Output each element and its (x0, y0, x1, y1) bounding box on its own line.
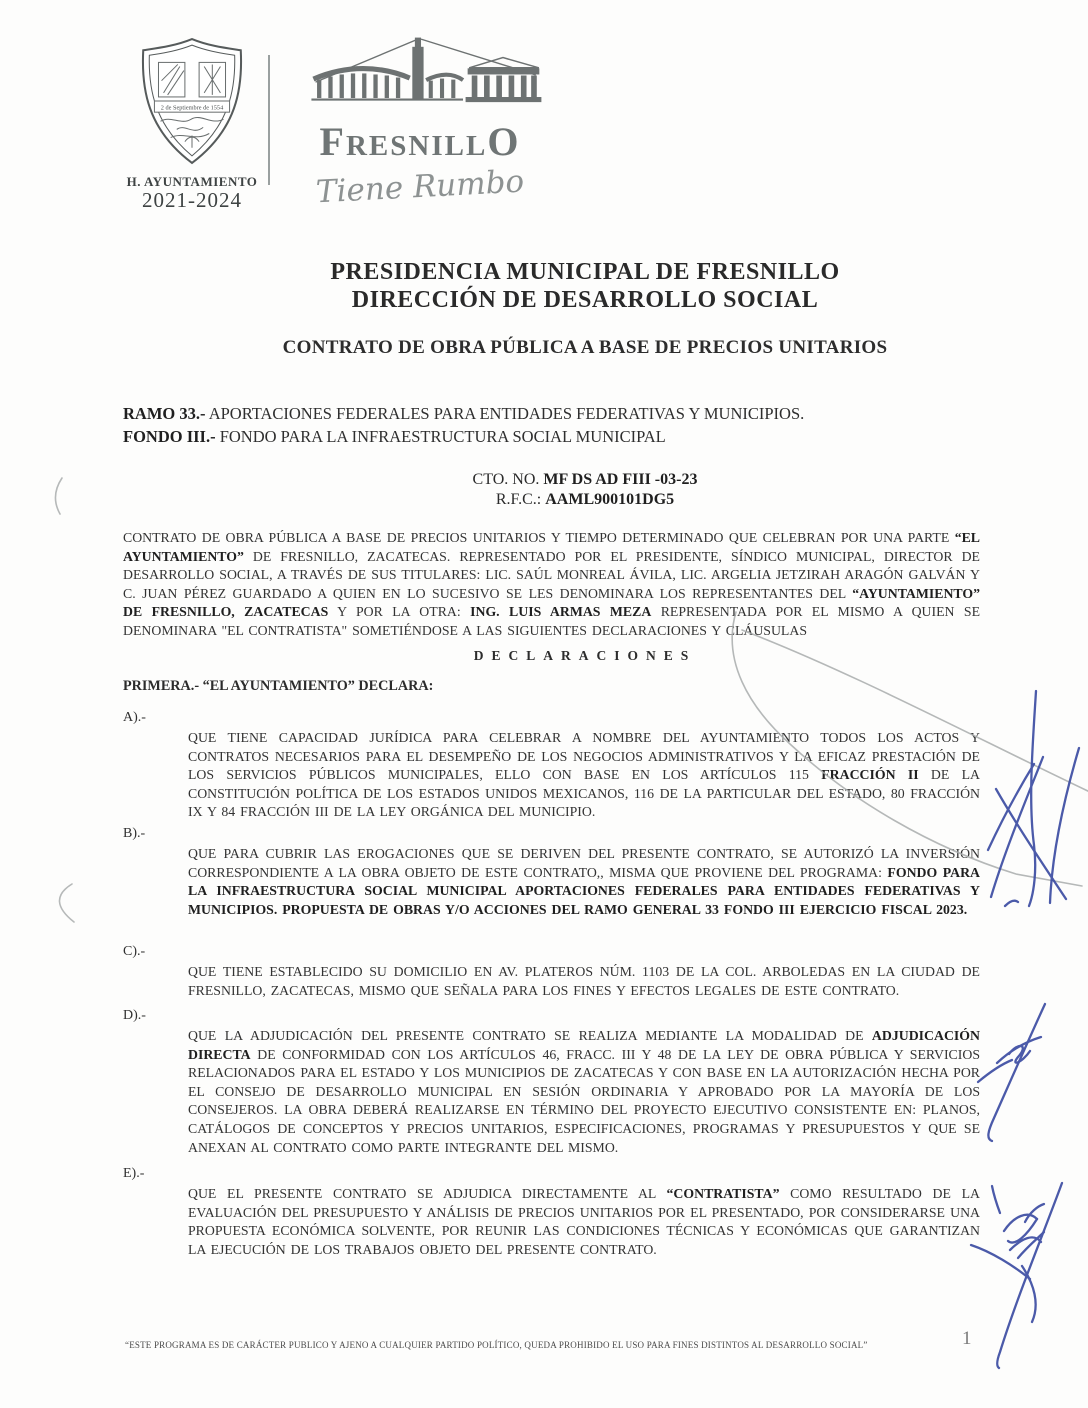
declaration-paragraph: QUE TIENE CAPACIDAD JURÍDICA PARA CELEBRAR A NOMBRE DEL AYUNTAMIENTO TODOS LOS ACTOS Y CONTRATOS NECESARIOS PARA EL DESEMPEÑO DE LOS NEGOCIOS ADMINISTRATIVOS Y LA EFICAZ PRESTACIÓN DE LOS SERVICIOS PÚBLICOS MUNICIPALES, ELLO CON BASE EN LOS ARTÍCULOS 115 FRACCIÓN II DE LA CONSTITUCIÓN POLÍTICA DE LOS ESTADOS UNIDOS MEXICANOS, 116 DE LA PARTICULAR DEL ESTADO, 80 FRACCIÓN IX Y 84 FRACCIÓN III DE LA LEY ORGÁNICA DEL MUNICIPIO. (188, 730, 980, 820)
ramo-line-1: RAMO 33.- APORTACIONES FEDERALES PARA ENTIDADES FEDERATIVAS Y MUNICIPIOS. (123, 404, 805, 423)
crest-banner-text: 2 de Septiembre de 1554 (160, 104, 224, 112)
declaration-item-d (123, 1008, 980, 1157)
title-line-2: DIRECCIÓN DE DESARROLLO SOCIAL (351, 287, 819, 313)
declaration-paragraph: QUE TIENE ESTABLECIDO SU DOMICILIO EN AV. PLATEROS NÚM. 1103 DE LA COL. ARBOLEDAS EN LA CIUDAD DE FRESNILLO, ZACATECAS, MISMO QUE SEÑALA PARA LOS FINES Y EFECTOS LEGALES DE ESTE CONTRATO. (188, 964, 980, 998)
declaration-paragraph: QUE LA ADJUDICACIÓN DEL PRESENTE CONTRATO SE REALIZA MEDIANTE LA MODALIDAD DE ADJUDICACIÓN DIRECTA DE CONFORMIDAD CON LOS ARTÍCULOS 46, FRACC. III Y 48 DE LA LEY DE OBRA PÚBLICA Y SERVICIOS RELACIONADOS PARA EL ESTADO Y LOS MUNICIPIOS DE ZACATECAS Y CON BASE EN LA AUTORIZACIÓN HECHA POR EL CONSEJO DE DESARROLLO MUNICIPAL EN SESIÓN ORDINARIA Y APROBADO POR LA MAYORÍA DE LOS CONSEJEROS. LA OBRA DEBERÁ REALIZARSE EN TÉRMINO DEL PROYECTO EJECUTIVO CONSISTENTE EN: PLANOS, CATÁLOGOS DE CONCEPTOS Y PRECIOS UNITARIOS, ESPECIFICACIONES, PROGRAMAS Y PRESUPUESTOS Y QUE SE ANEXAN AL CONTRATO COMO PARTE INTEGRANTE DEL MISMO. (188, 1028, 980, 1155)
fresnillo-monument-icon (296, 34, 544, 118)
footer-disclaimer: “ESTE PROGRAMA ES DE CARÁCTER PUBLICO Y AJENO A CUALQUIER PARTIDO POLÍTICO, QUEDA PROHIBIDO EL USO PARA FINES DISTINTOS AL DESARROLLO SOCIAL” (125, 1340, 868, 1350)
pencil-paren-mark (55, 478, 62, 514)
title-line-1: PRESIDENCIA MUNICIPAL DE FRESNILLO (330, 259, 840, 285)
declaration-label: D).- (123, 1008, 146, 1023)
fresnillo-logo (292, 34, 548, 211)
declaration-label: A).- (123, 710, 146, 725)
intro-paragraph: CONTRATO DE OBRA PÚBLICA A BASE DE PRECIOS UNITARIOS Y TIEMPO DETERMINADO QUE CELEBRAN POR UNA PARTE “EL AYUNTAMIENTO” DE FRESNILLO, ZACATECAS. REPRESENTADO POR EL PRESIDENTE, SÍNDICO MUNICIPAL, DIRECTOR DE DESARROLLO SOCIAL, A TRAVÉS DE SUS TITULARES: LIC. SAÚL MONREAL ÁVILA, LIC. ARGELIA JETZIRAH ARAGÓN GALVÁN Y C. JUAN PÉREZ GUARDADO A QUIEN EN LO SUCESIVO SE LES DENOMINARA LOS REPRESENTANTES DEL “AYUNTAMIENTO” DE FRESNILLO, ZACATECAS Y POR LA OTRA: ING. LUIS ARMAS MEZA REPRESENTADA POR EL MISMO A QUIEN SE DENOMINARA "EL CONTRATISTA" SOMETIÉNDOSE A LAS SIGUIENTES DECLARACIONES Y CLÁUSULAS (123, 530, 981, 638)
pencil-angle-mark (59, 884, 74, 922)
pen-signature-2 (978, 1004, 1045, 1141)
crest-title: H. AYUNTAMIENTO (126, 174, 258, 189)
logo-tagline: Tiene Rumbo (315, 163, 525, 211)
declaration-label: E).- (123, 1166, 145, 1181)
page-number: 1 (962, 1328, 972, 1349)
crest-years: 2021-2024 (142, 188, 242, 212)
pen-signature-marks (971, 691, 1079, 1368)
header-divider (268, 55, 270, 185)
declaration-item-e (123, 1166, 980, 1259)
declaration-label: B).- (123, 826, 146, 841)
pen-signature-3 (971, 1183, 1062, 1368)
document-title (140, 258, 1030, 314)
municipal-crest (124, 36, 260, 211)
declaration-item-c (123, 944, 980, 1000)
contract-ids (140, 470, 1030, 509)
declaration-paragraph: QUE PARA CUBRIR LAS EROGACIONES QUE SE DERIVEN DEL PRESENTE CONTRATO, SE AUTORIZÓ LA INVERSIÓN CORRESPONDIENTE A LA OBRA OBJETO DE ESTE CONTRATO,, MISMA QUE PROVIENE DEL PROGRAMA: FONDO PARA LA INFRAESTRUCTURA SOCIAL MUNICIPAL APORTACIONES FEDERALES PARA ENTIDADES FEDERATIVAS Y MUNICIPIOS. PROPUESTA DE OBRAS Y/O ACCIONES DEL RAMO GENERAL 33 FONDO III EJERCICIO FISCAL 2023. (188, 846, 981, 917)
declaration-item-b (123, 826, 980, 919)
pen-signature-1 (988, 691, 1079, 906)
declarations-heading: DECLARACIONES (473, 648, 697, 663)
primera-declaration-label: PRIMERA.- “EL AYUNTAMIENTO” DECLARA: (123, 678, 434, 694)
contract-rfc: R.F.C.: AAML900101DG5 (495, 490, 675, 508)
ramo-section (123, 403, 985, 448)
crest-shield-icon (133, 36, 251, 166)
declaration-label: C).- (123, 944, 146, 959)
declaration-paragraph: QUE EL PRESENTE CONTRATO SE ADJUDICA DIRECTAMENTE AL “CONTRATISTA” COMO RESULTADO DE LA EVALUACIÓN DEL PRESUPUESTO Y ANÁLISIS DE PRECIOS UNITARIOS POR EL PRESENTADO, POR CONSIDERARSE UNA PROPUESTA ECONÓMICA SOLVENTE, POR REUNIR LAS CONDICIONES TÉCNICAS Y ECONÓMICAS QUE GARANTIZAN LA EJECUCIÓN DE LOS TRABAJOS OBJETO DEL PRESENTE CONTRATO. (188, 1186, 980, 1257)
logo-title-cap-o: O (487, 119, 521, 164)
document-subtitle: CONTRATO DE OBRA PÚBLICA A BASE DE PRECIOS UNITARIOS (282, 337, 888, 358)
contract-number: CTO. NO. MF DS AD FIII -03-23 (472, 471, 698, 488)
logo-title (292, 119, 548, 168)
ramo-line-2: FONDO III.- FONDO PARA LA INFRAESTRUCTURA SOCIAL MUNICIPAL (123, 426, 666, 446)
declaration-item-a (123, 710, 980, 822)
logo-title-mid: RESNILL (345, 130, 488, 162)
logo-title-cap-f: F (319, 119, 346, 164)
